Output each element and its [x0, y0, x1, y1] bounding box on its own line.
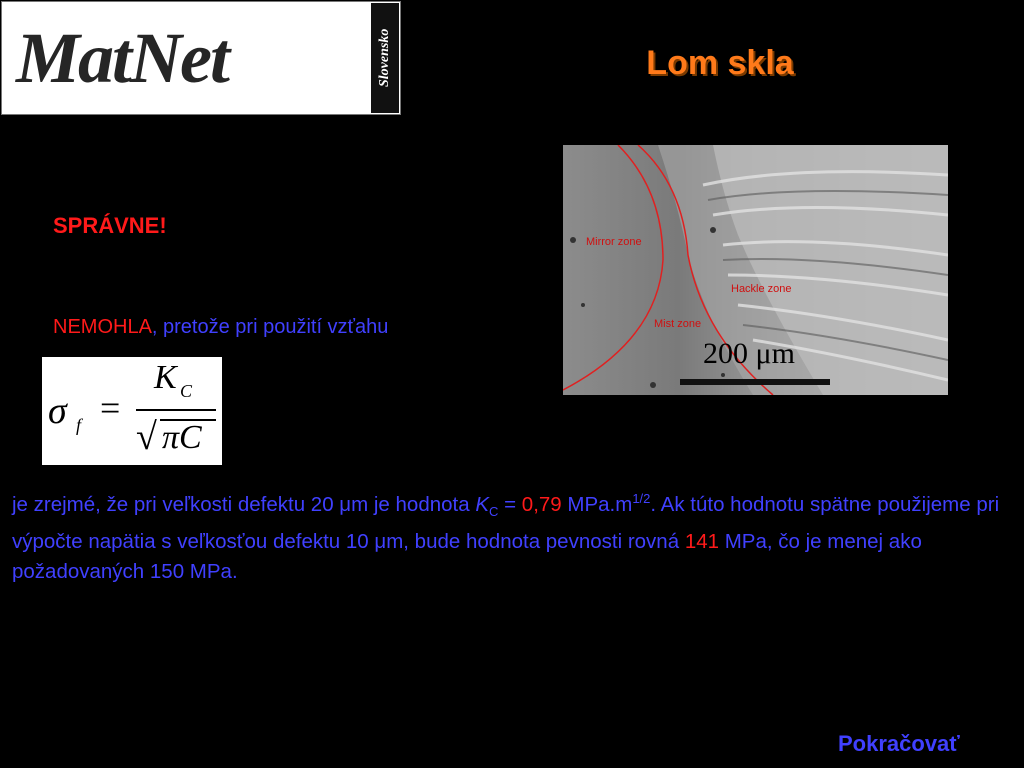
reason-text: , pretože pri použití vzťahu [151, 316, 389, 338]
formula-sigma-subscript: f [76, 415, 82, 435]
formula-numerator: K [154, 359, 177, 396]
formula-sqrt-sign: √ [136, 416, 157, 458]
correct-answer-message: SPRÁVNE! [53, 213, 167, 238]
kc-value: 0,79 [521, 492, 562, 516]
paragraph-part: . Ak túto hodnotu spätne použijeme pri výpočte napätia s veľkosťou defektu 10 [12, 492, 1000, 553]
reason-line [53, 316, 388, 339]
logo-wordmark: MatNet [16, 18, 228, 98]
hackle-zone-label: Hackle zone [731, 283, 792, 295]
explanation-paragraph [12, 484, 1002, 587]
unit-exponent: 1/2 [632, 491, 651, 506]
mist-zone-label: Mist zone [654, 318, 702, 330]
paragraph-part: MPa.m [561, 492, 633, 516]
paragraph-part: = [498, 492, 522, 516]
formula-equals: = [100, 388, 121, 428]
page-title: Lom skla [646, 44, 794, 82]
formula-fraction-line [136, 409, 216, 411]
paragraph-part: MPa, čo je menej ako požadovaných 150 MPa. [12, 529, 922, 583]
mu-symbol: μ [374, 529, 387, 553]
kc-subscript: C [489, 503, 499, 519]
fracture-micrograph [563, 145, 948, 395]
continue-link[interactable]: Pokračovať [838, 731, 960, 756]
matnet-logo [1, 1, 401, 115]
scale-bar [680, 379, 830, 385]
formula-sigma: σ [48, 390, 67, 432]
paragraph-part: je zrejmé, že pri veľkosti defektu 20 [12, 492, 340, 516]
reason-keyword: NEMOHLA [53, 316, 152, 338]
stress-formula [42, 357, 222, 465]
scale-bar-label: 200 μm [703, 337, 795, 370]
logo-tagline: Slovensko [377, 28, 392, 88]
formula-numerator-subscript: C [180, 381, 193, 401]
paragraph-part: m, bude hodnota pevnosti rovná [386, 529, 685, 553]
formula-denominator: πC [162, 419, 202, 456]
kc-symbol: K [475, 492, 490, 516]
mu-symbol: μ [339, 492, 352, 516]
strength-value: 141 [684, 529, 720, 553]
mirror-zone-label: Mirror zone [586, 236, 642, 248]
paragraph-part: m je hodnota [351, 492, 476, 516]
